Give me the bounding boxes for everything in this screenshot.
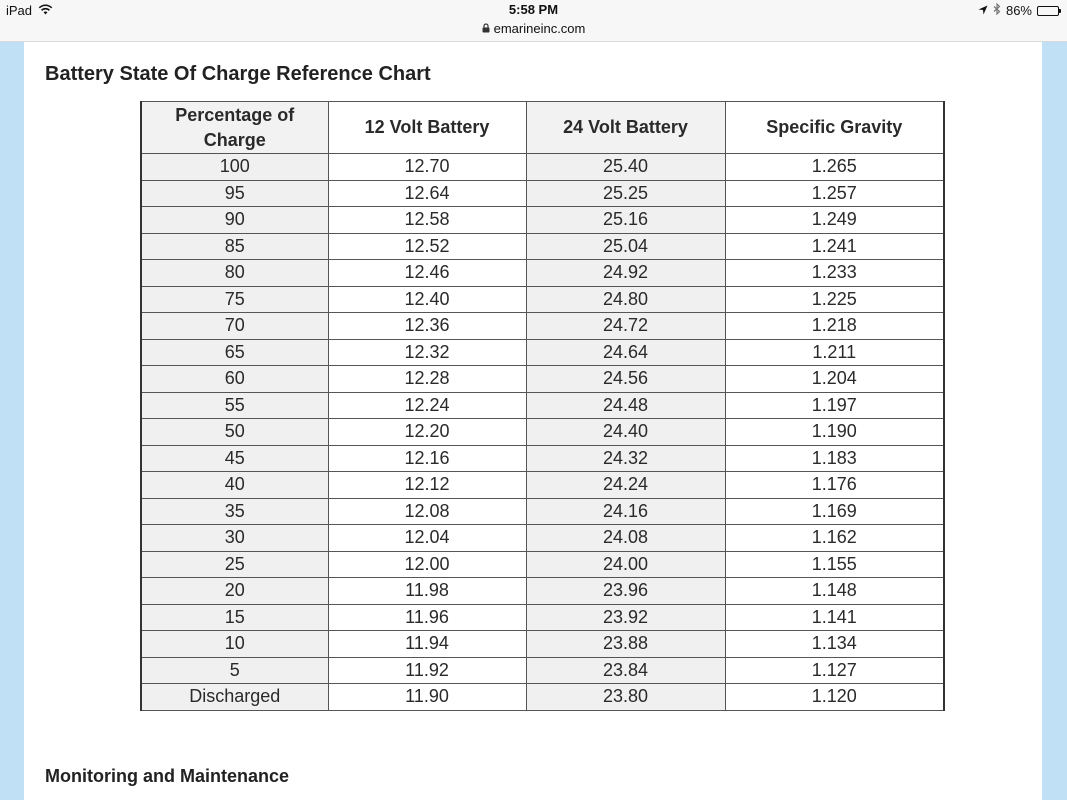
percentage-cell: 30 (141, 525, 328, 552)
percentage-cell: 85 (141, 233, 328, 260)
volt-24-cell: 23.84 (526, 657, 725, 684)
specific-gravity-cell: 1.211 (725, 339, 944, 366)
table-row (141, 233, 944, 260)
table-row (141, 180, 944, 207)
battery-icon (1037, 6, 1059, 16)
volt-12-cell: 12.58 (328, 207, 526, 234)
volt-12-cell: 11.90 (328, 684, 526, 711)
volt-12-cell: 12.46 (328, 260, 526, 287)
table-header-row (141, 102, 944, 154)
volt-12-cell: 12.12 (328, 472, 526, 499)
volt-24-cell: 24.16 (526, 498, 725, 525)
bluetooth-icon (993, 3, 1001, 18)
volt-12-cell: 12.04 (328, 525, 526, 552)
lock-icon (482, 21, 490, 36)
specific-gravity-cell: 1.148 (725, 578, 944, 605)
table-row (141, 392, 944, 419)
volt-12-cell: 11.92 (328, 657, 526, 684)
volt-24-cell: 24.92 (526, 260, 725, 287)
table-row (141, 286, 944, 313)
specific-gravity-cell: 1.141 (725, 604, 944, 631)
header-24-volt-battery: 24 Volt Battery (526, 102, 725, 154)
volt-24-cell: 23.88 (526, 631, 725, 658)
percentage-cell: 75 (141, 286, 328, 313)
volt-12-cell: 12.20 (328, 419, 526, 446)
header-percentage-of-charge: Percentage of Charge (141, 102, 328, 154)
volt-12-cell: 11.94 (328, 631, 526, 658)
table-row (141, 472, 944, 499)
volt-12-cell: 12.08 (328, 498, 526, 525)
percentage-cell: 45 (141, 445, 328, 472)
location-arrow-icon (978, 3, 988, 18)
volt-12-cell: 12.24 (328, 392, 526, 419)
volt-24-cell: 24.64 (526, 339, 725, 366)
table-row (141, 551, 944, 578)
table-row (141, 207, 944, 234)
percentage-cell: 15 (141, 604, 328, 631)
specific-gravity-cell: 1.233 (725, 260, 944, 287)
percentage-cell: 5 (141, 657, 328, 684)
percentage-cell: 55 (141, 392, 328, 419)
specific-gravity-cell: 1.190 (725, 419, 944, 446)
volt-12-cell: 12.70 (328, 154, 526, 181)
percentage-cell: 80 (141, 260, 328, 287)
percentage-cell: 20 (141, 578, 328, 605)
volt-24-cell: 24.24 (526, 472, 725, 499)
volt-24-cell: 23.80 (526, 684, 725, 711)
volt-24-cell: 24.00 (526, 551, 725, 578)
clock: 5:58 PM (508, 2, 559, 17)
page-title: Battery State Of Charge Reference Chart (45, 63, 431, 85)
volt-24-cell: 24.32 (526, 445, 725, 472)
volt-12-cell: 12.00 (328, 551, 526, 578)
address-bar[interactable] (0, 21, 1067, 36)
table-body (141, 154, 944, 711)
specific-gravity-cell: 1.183 (725, 445, 944, 472)
percentage-cell: 40 (141, 472, 328, 499)
table-row (141, 631, 944, 658)
table-row (141, 657, 944, 684)
specific-gravity-cell: 1.204 (725, 366, 944, 393)
specific-gravity-cell: 1.169 (725, 498, 944, 525)
volt-24-cell: 24.72 (526, 313, 725, 340)
table-row (141, 419, 944, 446)
url-text: emarineinc.com (493, 21, 586, 36)
specific-gravity-cell: 1.127 (725, 657, 944, 684)
percentage-cell: 100 (141, 154, 328, 181)
status-bar (0, 0, 1067, 42)
right-margin-band (1042, 42, 1067, 800)
section-heading-monitoring: Monitoring and Maintenance (45, 766, 290, 786)
percentage-cell: 25 (141, 551, 328, 578)
volt-24-cell: 25.04 (526, 233, 725, 260)
status-right (978, 3, 1059, 18)
page-content (24, 42, 1042, 800)
specific-gravity-cell: 1.249 (725, 207, 944, 234)
volt-24-cell: 25.25 (526, 180, 725, 207)
volt-12-cell: 12.36 (328, 313, 526, 340)
percentage-cell: 90 (141, 207, 328, 234)
specific-gravity-cell: 1.176 (725, 472, 944, 499)
volt-12-cell: 12.40 (328, 286, 526, 313)
table-row (141, 260, 944, 287)
percentage-cell: Discharged (141, 684, 328, 711)
specific-gravity-cell: 1.265 (725, 154, 944, 181)
specific-gravity-cell: 1.134 (725, 631, 944, 658)
table-row (141, 604, 944, 631)
specific-gravity-cell: 1.162 (725, 525, 944, 552)
table-row (141, 154, 944, 181)
volt-24-cell: 23.96 (526, 578, 725, 605)
volt-12-cell: 12.64 (328, 180, 526, 207)
specific-gravity-cell: 1.218 (725, 313, 944, 340)
specific-gravity-cell: 1.257 (725, 180, 944, 207)
volt-12-cell: 12.52 (328, 233, 526, 260)
specific-gravity-cell: 1.155 (725, 551, 944, 578)
percentage-cell: 50 (141, 419, 328, 446)
specific-gravity-cell: 1.120 (725, 684, 944, 711)
table-row (141, 313, 944, 340)
specific-gravity-cell: 1.241 (725, 233, 944, 260)
percentage-cell: 10 (141, 631, 328, 658)
table-row (141, 525, 944, 552)
volt-24-cell: 24.08 (526, 525, 725, 552)
percentage-cell: 60 (141, 366, 328, 393)
specific-gravity-cell: 1.225 (725, 286, 944, 313)
percentage-cell: 70 (141, 313, 328, 340)
volt-12-cell: 12.28 (328, 366, 526, 393)
specific-gravity-cell: 1.197 (725, 392, 944, 419)
percentage-cell: 35 (141, 498, 328, 525)
volt-12-cell: 11.96 (328, 604, 526, 631)
volt-24-cell: 25.40 (526, 154, 725, 181)
table-row (141, 445, 944, 472)
battery-percent: 86% (1005, 3, 1032, 18)
volt-24-cell: 24.48 (526, 392, 725, 419)
table-row (141, 684, 944, 711)
table-row (141, 578, 944, 605)
volt-24-cell: 24.80 (526, 286, 725, 313)
volt-12-cell: 12.16 (328, 445, 526, 472)
volt-24-cell: 24.56 (526, 366, 725, 393)
volt-24-cell: 25.16 (526, 207, 725, 234)
volt-12-cell: 12.32 (328, 339, 526, 366)
percentage-cell: 95 (141, 180, 328, 207)
percentage-cell: 65 (141, 339, 328, 366)
state-of-charge-table (140, 101, 945, 711)
device-name: iPad (6, 3, 33, 18)
table-row (141, 339, 944, 366)
table-row (141, 498, 944, 525)
table-row (141, 366, 944, 393)
volt-24-cell: 23.92 (526, 604, 725, 631)
left-margin-band (0, 42, 24, 800)
header-12-volt-battery: 12 Volt Battery (328, 102, 526, 154)
volt-12-cell: 11.98 (328, 578, 526, 605)
volt-24-cell: 24.40 (526, 419, 725, 446)
header-specific-gravity: Specific Gravity (725, 102, 944, 154)
